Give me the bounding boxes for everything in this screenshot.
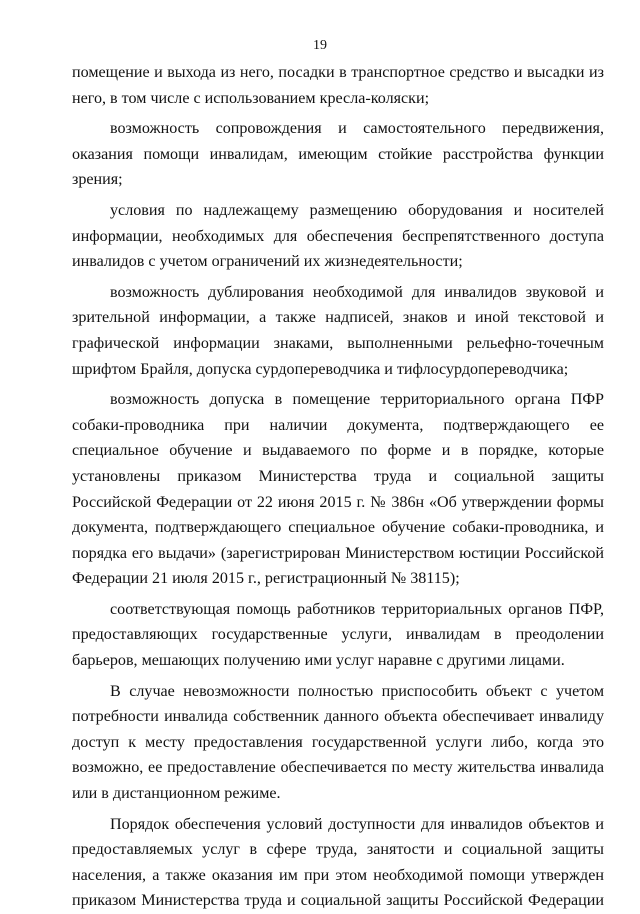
paragraph-8: Порядок обеспечения условий доступности для инвалидов объектов и предоставляемых услуг в сфере труда, занятости и социальной защиты населения, а также оказания им при этом необходимой помощи утвержден приказом Министерства труда и социальной защиты Российской Федерации: [72, 815, 604, 910]
paragraph-6: соответствующая помощь работников территориальных органов ПФР, предоставляющих государственные услуги, инвалидам в преодолении барьеров, мешающих получению ими услуг наравне с другими лицами.: [72, 600, 604, 670]
page-number: 19: [313, 38, 327, 53]
document-body: [72, 60, 604, 914]
paragraph-1: помещение и выхода из него, посадки в транспортное средство и высадки из него, в том числе с использованием кресла-коляски;: [72, 64, 604, 107]
paragraph-3: условия по надлежащему размещению оборудования и носителей информации, необходимых для обеспечения беспрепятственного доступа инвалидов с учетом ограничений их жизнедеятельности;: [72, 201, 604, 271]
paragraph-4: возможность дублирования необходимой для инвалидов звуковой и зрительной информации, а также надписей, знаков и иной текстовой и графической информации знаками, выполненными рельефно-точечным шрифтом Брайля, допуска сурдопереводчика и тифлосурдопереводчика;: [72, 283, 604, 378]
paragraph-2: возможность сопровождения и самостоятельного передвижения, оказания помощи инвалидам, имеющим стойкие расстройства функции зрения;: [72, 120, 604, 189]
paragraph-7: В случае невозможности полностью приспособить объект с учетом потребности инвалида собственник данного объекта обеспечивает инвалиду доступ к месту предоставления государственной услуги либо, когда это возможно, ее предоставление обеспечивается по месту жительства инвалида или в дистанционном режиме.: [72, 682, 604, 803]
paragraph-5: возможность допуска в помещение территориального органа ПФР собаки-проводника при наличии документа, подтверждающего ее специальное обучение и выдаваемого по форме и в порядке, которые установлены приказом Министерства труда и социальной защиты Российской Федерации от 22 июня 2015 г. № 386н «Об утверждении формы документа, подтверждающего специальное обучение собаки-проводника, и порядка его выдачи» (зарегистрирован Министерством юстиции Российской Федерации 21 июля 2015 г., регистрационный № 38115);: [72, 391, 604, 588]
